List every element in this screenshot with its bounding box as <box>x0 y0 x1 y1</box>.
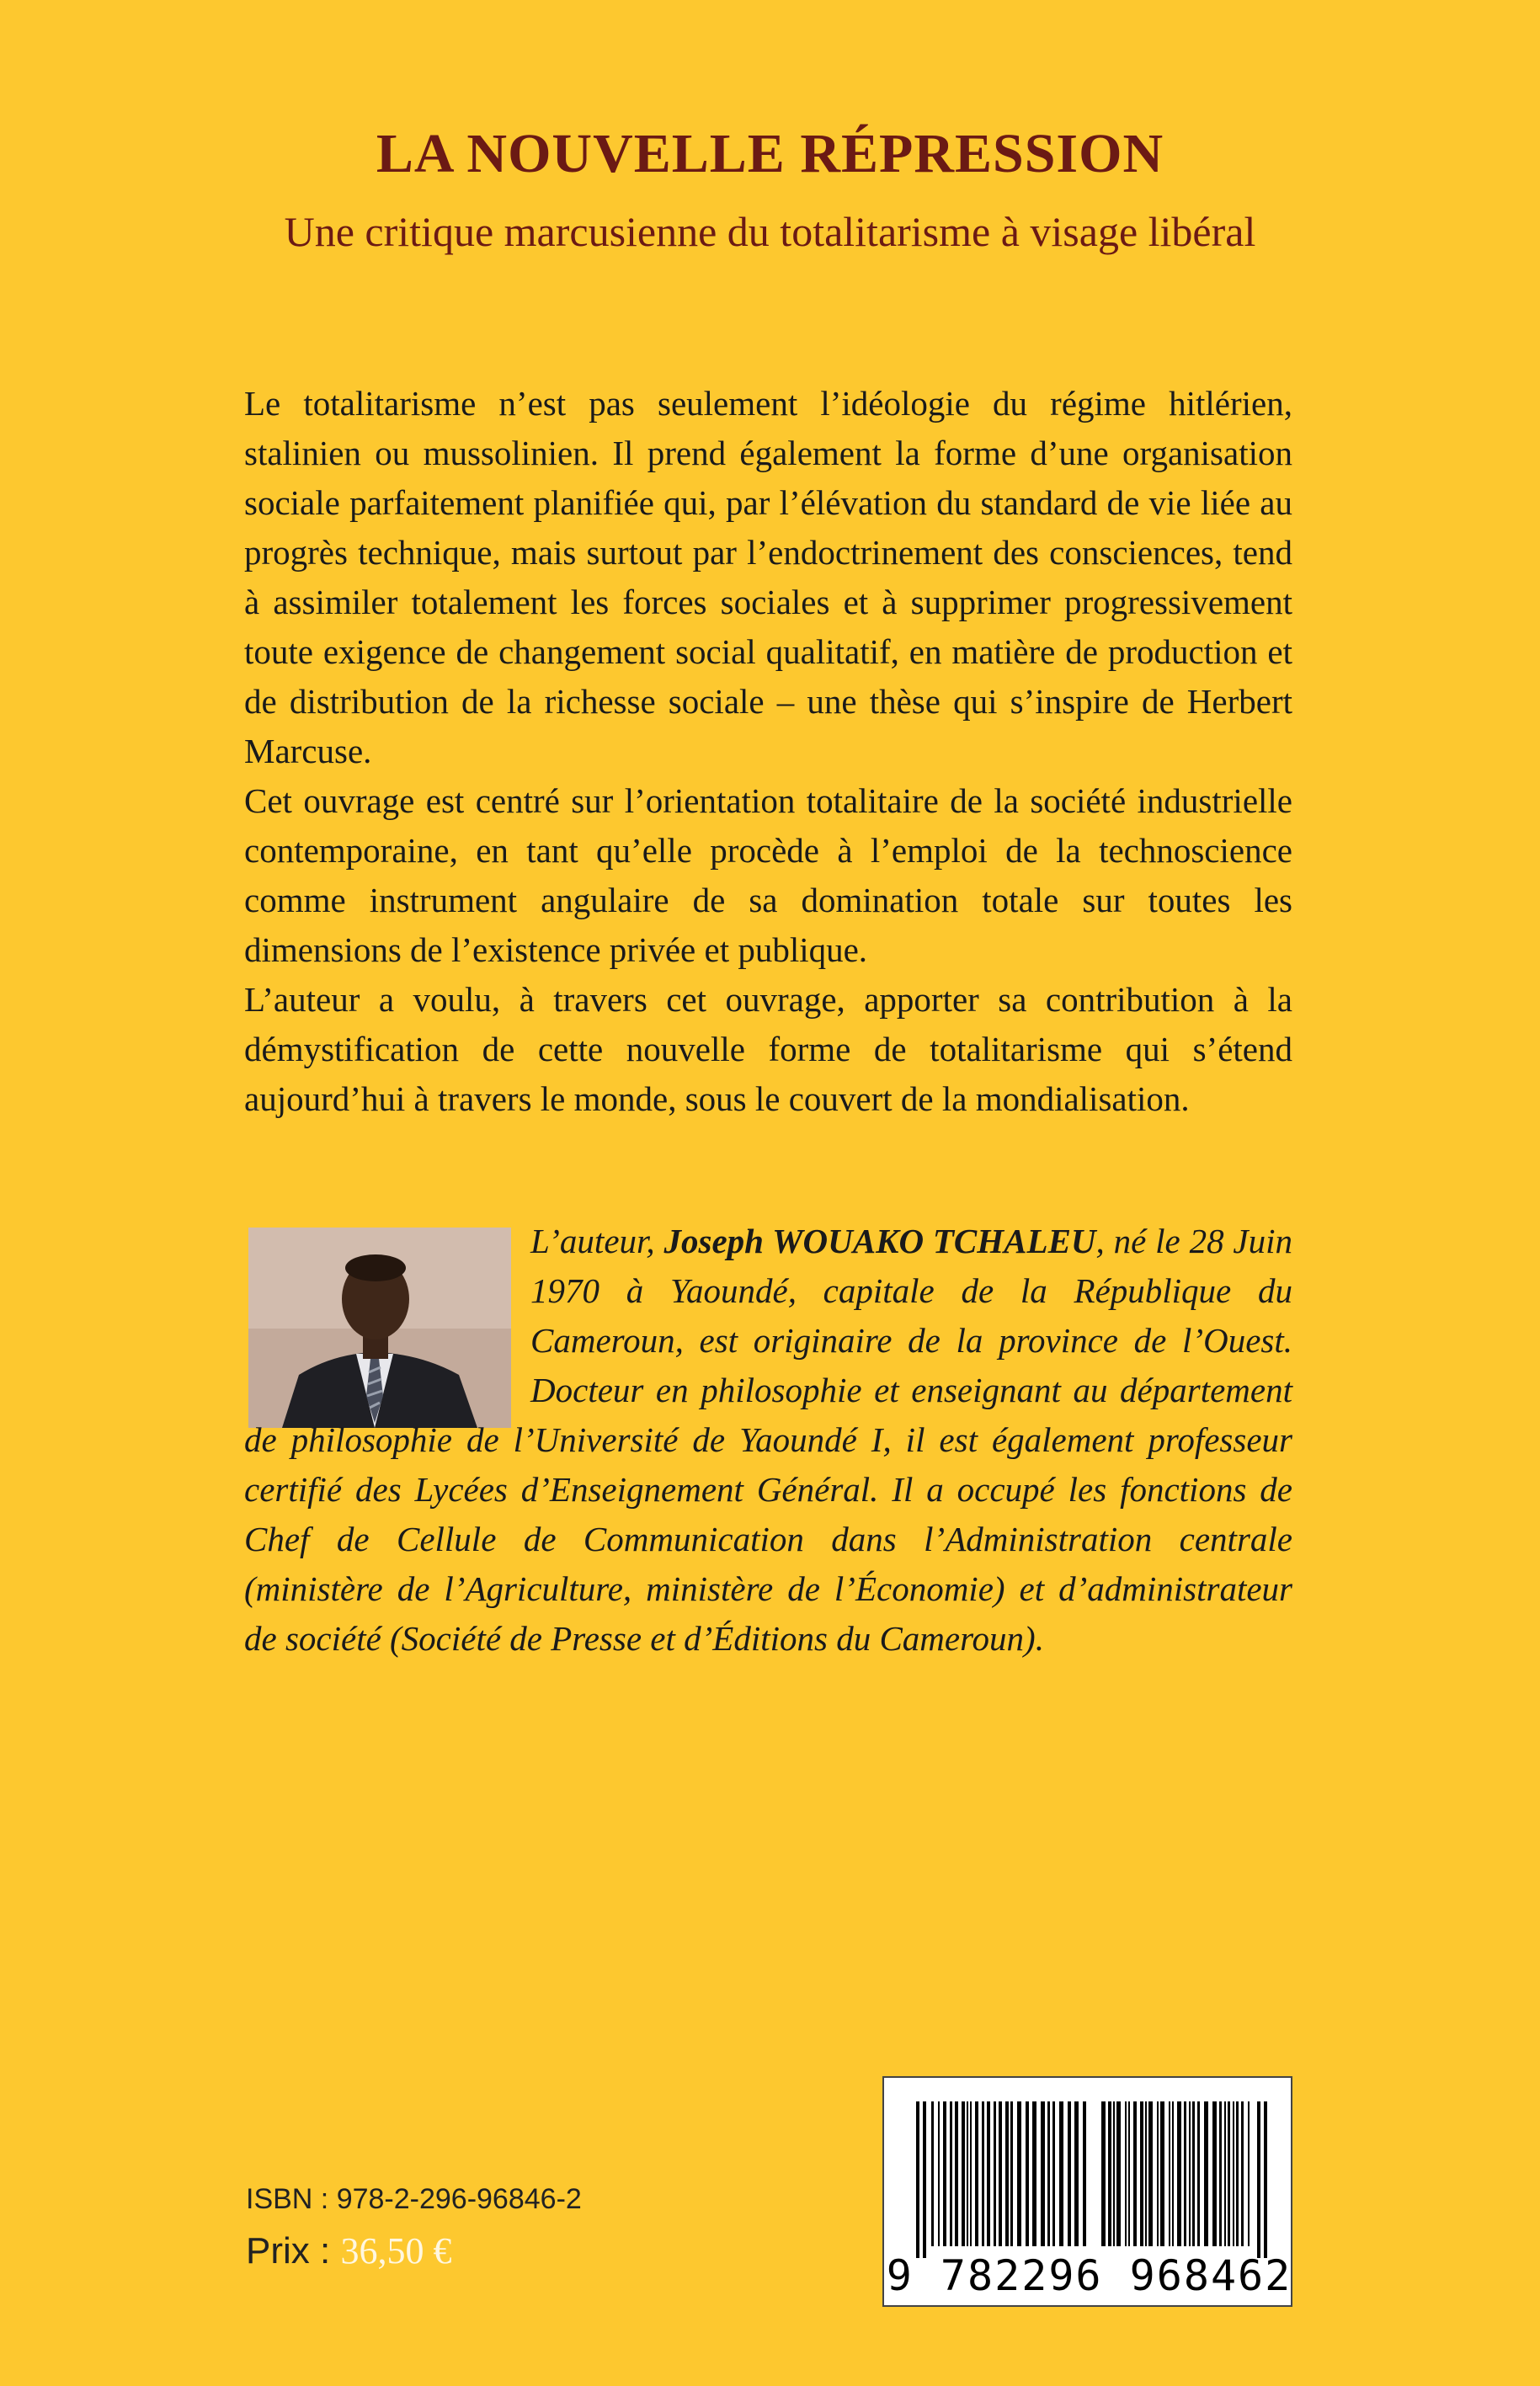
barcode-bar <box>1219 2101 1222 2246</box>
barcode-bar <box>1236 2101 1239 2246</box>
barcode-bar <box>999 2101 1002 2246</box>
barcode-bar <box>1017 2101 1021 2246</box>
barcode-bar <box>1233 2101 1234 2246</box>
barcode-bar <box>1189 2101 1191 2246</box>
barcode-bar <box>1169 2101 1170 2246</box>
photo-spacer <box>244 1217 530 1415</box>
barcode-bar <box>1125 2101 1127 2246</box>
barcode-bar <box>931 2101 934 2246</box>
barcode-bar <box>1041 2101 1045 2246</box>
barcode-bar <box>982 2101 984 2246</box>
barcode-bar <box>994 2101 996 2246</box>
barcode-bar <box>943 2101 946 2246</box>
author-bio-text: , né le 28 Juin 1970 à Yaoundé, capitale de la République du Cameroun, est originaire de la province de l’Ouest. Docteur en philosophie et enseignant au département de philosophie de l’Université de Yaoundé I, il est également professeur certifié des Lycées d’Enseignement Général. Il a occupé les fonctions de Chef de Cellule de Communication dans l’Administration centrale (ministère de l’Agriculture, ministère de l’Économie) et d’administrateur de société (Société de Presse et d’Éditions du Cameroun). <box>244 1222 1292 1658</box>
barcode-bar <box>1204 2101 1208 2246</box>
barcode-bar <box>950 2101 952 2246</box>
author-bio-intro: L’auteur, <box>530 1222 664 1260</box>
barcode-bar <box>1059 2101 1063 2246</box>
barcode-bar <box>1068 2101 1071 2246</box>
barcode-bar <box>1157 2101 1159 2246</box>
barcode-bar <box>1133 2101 1137 2246</box>
isbn: ISBN : 978-2-296-96846-2 <box>246 2183 582 2215</box>
barcode-bar <box>1010 2101 1013 2246</box>
barcode-bar <box>1113 2101 1115 2246</box>
author-bio <box>244 1217 1292 1664</box>
barcode-bar <box>1026 2101 1029 2246</box>
summary-paragraph-3: L’auteur a voulu, à travers cet ouvrage, apporter sa contribution à la démystification de cette nouvelle forme de totalitarisme qui s’étend aujourd’hui à travers le monde, sous le couvert de la mondialisation. <box>244 980 1292 1118</box>
barcode-bar <box>1032 2101 1036 2246</box>
barcode-bar <box>955 2101 958 2246</box>
barcode-bar <box>1224 2101 1226 2246</box>
barcode-bar <box>1160 2101 1164 2246</box>
barcode-bar <box>938 2101 940 2246</box>
barcode-bar <box>1083 2101 1086 2246</box>
barcode-bar <box>1047 2101 1050 2246</box>
barcode-bar <box>1074 2101 1079 2246</box>
barcode-bar <box>1197 2101 1200 2246</box>
barcode-bar <box>1172 2101 1174 2246</box>
summary-paragraph-1: Le totalitarisme n’est pas seulement l’idéologie du régime hitlérien, stalinien ou mussolinien. Il prend également la forme d’une organisation sociale parfaitement planifiée qui, par l’élévation du standard de vie liée au progrès technique, mais surtout par l’endoctrinement des consciences, tend à assimiler totalement les forces sociales et à supprimer progressivement toute exigence de changement social qualitatif, en matière de production et de distribution de la richesse sociale – une thèse qui s’inspire de Herbert Marcuse. <box>244 384 1292 770</box>
barcode-bar <box>1052 2101 1055 2246</box>
barcode-bar <box>962 2101 965 2246</box>
price <box>246 2230 452 2271</box>
barcode-bar <box>1177 2101 1181 2246</box>
barcode-bar <box>970 2101 972 2246</box>
barcode-bar <box>1145 2101 1147 2246</box>
price-value: 36,50 € <box>340 2230 452 2271</box>
barcode-bar <box>1184 2101 1186 2246</box>
book-subtitle: Une critique marcusienne du totalitarisme à visage libéral <box>284 208 1256 255</box>
summary-paragraph-2: Cet ouvrage est centré sur l’orientation totalitaire de la société industrielle contemporaine, en tant qu’elle procède à l’emploi de la technoscience comme instrument angulaire de sa domination totale sur toutes les dimensions de l’existence privée et publique. <box>244 781 1292 969</box>
barcode-bar <box>1248 2101 1250 2246</box>
barcode-bar <box>1128 2101 1130 2246</box>
barcode-guard-bar <box>1257 2101 1260 2258</box>
price-label: Prix : <box>246 2230 341 2271</box>
barcode-bar <box>1101 2101 1106 2246</box>
barcode-bar <box>1108 2101 1111 2246</box>
barcode-bar <box>1140 2101 1143 2246</box>
book-title: LA NOUVELLE RÉPRESSION <box>376 123 1164 184</box>
barcode-bar <box>1192 2101 1195 2246</box>
barcode <box>882 2076 1292 2307</box>
barcode-bar <box>1228 2101 1230 2246</box>
barcode-guard-bar <box>1264 2101 1267 2258</box>
author-name: Joseph WOUAKO TCHALEU <box>663 1222 1096 1260</box>
barcode-bar <box>975 2101 978 2246</box>
barcode-bar <box>1148 2101 1153 2246</box>
barcode-bar <box>1241 2101 1244 2246</box>
barcode-guard-bar <box>923 2101 926 2258</box>
barcode-digits: 9 782296 968462 <box>886 2251 1292 2300</box>
barcode-bar <box>967 2101 968 2246</box>
barcode-bar <box>1116 2101 1121 2246</box>
barcode-bar <box>987 2101 990 2246</box>
barcode-bar <box>1005 2101 1009 2246</box>
summary-text <box>244 379 1292 1124</box>
barcode-guard-bar <box>916 2101 919 2258</box>
barcode-bar <box>1212 2101 1217 2246</box>
